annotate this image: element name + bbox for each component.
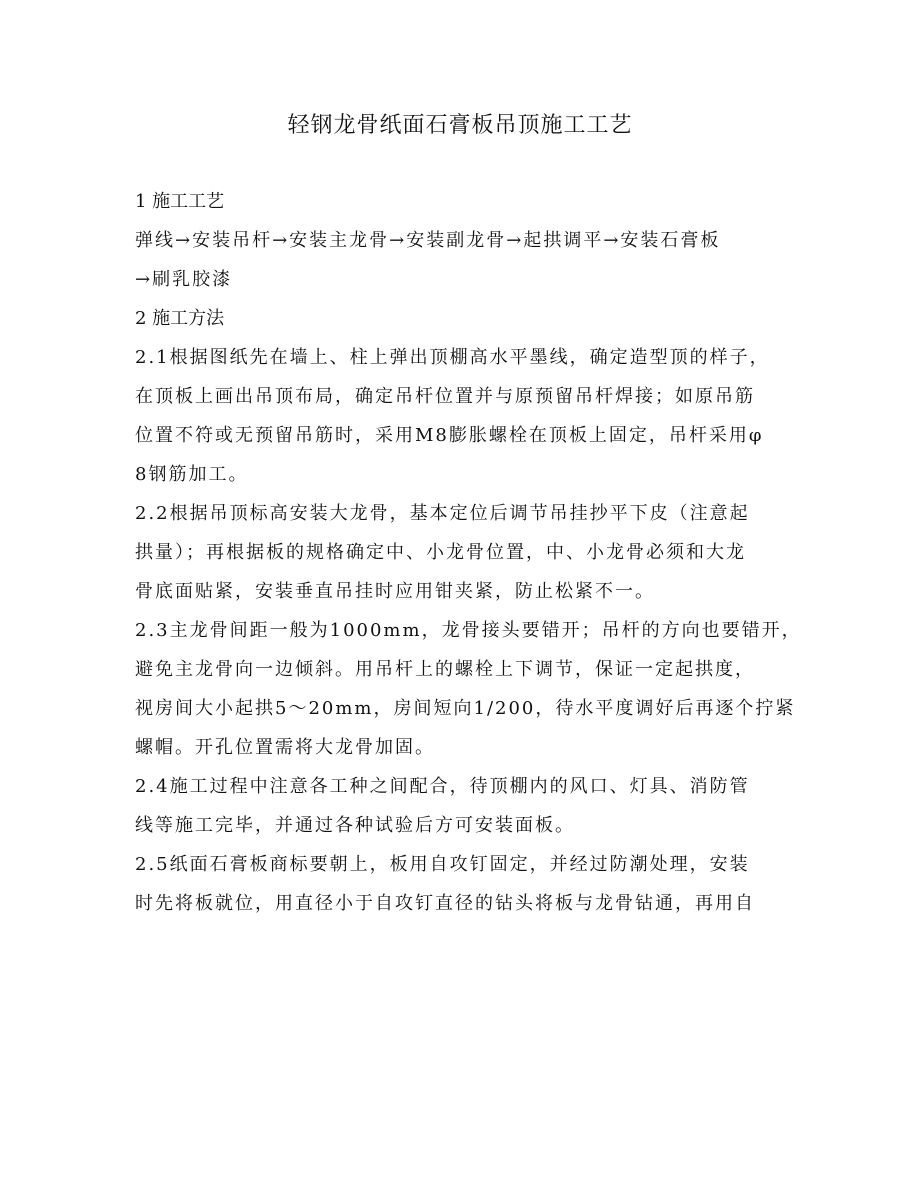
paragraph-2-2-line-2: 拱量）；再根据板的规格确定中、小龙骨位置，中、小龙骨必须和大龙: [135, 542, 746, 563]
document-title: 轻钢龙骨纸面石膏板吊顶施工工艺: [287, 113, 633, 138]
process-flow-line-2: →刷乳胶漆: [135, 269, 233, 290]
paragraph-2-5-line-2: 时先将板就位，用直径小于自攻钉直径的钻头将板与龙骨钻通，再用自: [135, 893, 755, 914]
paragraph-2-1-line-1: 2.1根据图纸先在墙上、柱上弹出顶棚高水平墨线，确定造型顶的样子，: [135, 347, 770, 368]
paragraph-2-3-line-2: 避免主龙骨向一边倾斜。用吊杆上的螺栓上下调节，保证一定起拱度，: [135, 659, 755, 680]
paragraph-2-3-line-3: 视房间大小起拱5～20mm，房间短向1/200，待水平度调好后再逐个拧紧: [135, 698, 796, 719]
paragraph-2-3-line-4: 螺帽。开孔位置需将大龙骨加固。: [135, 737, 435, 758]
paragraph-2-5-line-1: 2.5纸面石膏板商标要朝上，板用自攻钉固定，并经过防潮处理，安装: [135, 854, 750, 875]
paragraph-2-4-line-1: 2.4施工过程中注意各工种之间配合，待顶棚内的风口、灯具、消防管: [135, 776, 750, 797]
paragraph-2-2-line-3: 骨底面贴紧，安装垂直吊挂时应用钳夹紧，防止松紧不一。: [135, 581, 655, 602]
paragraph-2-1-line-2: 在顶板上画出吊顶布局，确定吊杆位置并与原预留吊杆焊接；如原吊筋: [135, 386, 755, 407]
section-1-heading: 1 施工工艺: [135, 191, 225, 212]
paragraph-2-1-line-3: 位置不符或无预留吊筋时，采用M8膨胀螺栓在顶板上固定，吊杆采用φ: [135, 425, 764, 446]
paragraph-2-4-line-2: 线等施工完毕，并通过各种试验后方可安装面板。: [135, 815, 575, 836]
paragraph-2-1-line-4: 8钢筋加工。: [135, 464, 249, 485]
document-body: [135, 182, 802, 923]
section-2-heading: 2 施工方法: [135, 308, 225, 329]
process-flow-line-1: 弹线→安装吊杆→安装主龙骨→安装副龙骨→起拱调平→安装石膏板: [135, 230, 721, 251]
paragraph-2-2-line-1: 2.2根据吊顶标高安装大龙骨，基本定位后调节吊挂抄平下皮（注意起: [135, 503, 750, 524]
paragraph-2-3-line-1: 2.3主龙骨间距一般为1000mm，龙骨接头要错开；吊杆的方向也要错开，: [135, 620, 802, 641]
